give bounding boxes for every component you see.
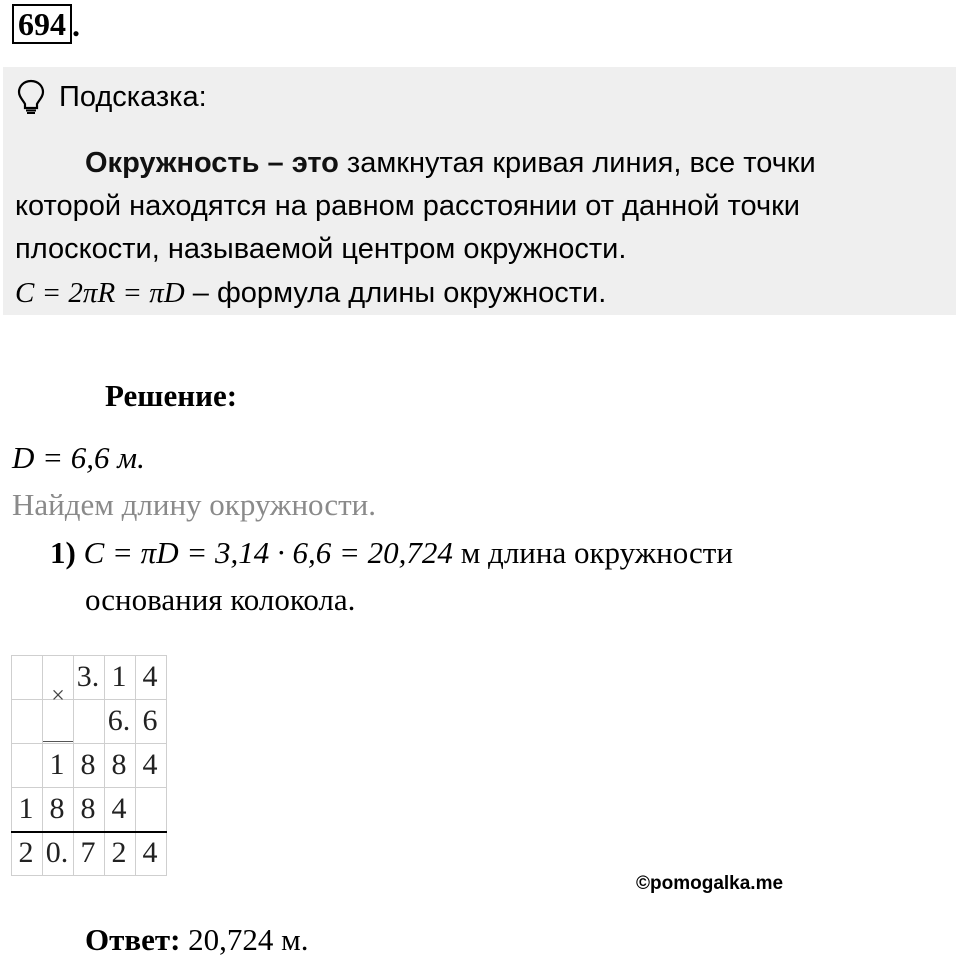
digit: 8	[49, 792, 65, 825]
digit: 4	[142, 836, 158, 869]
definition-term: Окружность – это	[85, 147, 339, 179]
grid-line	[11, 875, 167, 876]
grid-line	[11, 699, 167, 700]
grid-line	[11, 743, 167, 744]
digit: 4	[111, 792, 127, 825]
digit: 2	[111, 836, 127, 869]
hint-line-2: которой находятся на равном расстоянии от данной точки	[15, 190, 801, 222]
task-number	[12, 6, 80, 44]
digit: 8	[111, 748, 127, 781]
hint-formula-line	[15, 277, 606, 310]
given-line	[12, 440, 145, 476]
grid-line	[11, 787, 167, 788]
lightbulb-icon	[17, 79, 45, 115]
task-number-box: 694	[12, 4, 72, 44]
digit: 6	[142, 704, 158, 737]
circumference-formula: C = 2πR = πD	[15, 277, 185, 309]
answer-label: Ответ:	[85, 922, 181, 957]
hint-title	[17, 79, 207, 115]
watermark: ©pomogalka.me	[636, 873, 784, 894]
grid-line	[11, 655, 167, 656]
multiplication-grid	[11, 655, 167, 876]
digit: 1	[18, 792, 34, 825]
grid-line	[166, 655, 167, 876]
digit: 0.	[45, 836, 69, 869]
digit: 4	[142, 748, 158, 781]
multiply-sign: ×	[51, 683, 65, 709]
hint-box	[3, 67, 956, 315]
digit: 7	[80, 836, 96, 869]
digit: 4	[142, 660, 158, 693]
hint-line-3: плоскости, называемой центром окружности.	[15, 233, 627, 265]
hint-title-text: Подсказка:	[59, 80, 207, 113]
hint-line-1-rest: замкнутая кривая линия, все точки	[338, 147, 816, 179]
answer-line	[85, 922, 309, 958]
step-1-line-2: основания колокола.	[85, 582, 356, 617]
digit: 2	[18, 836, 34, 869]
step-formula: C = πD = 3,14 · 6,6 = 20,724	[83, 535, 453, 570]
digit: 1	[111, 660, 127, 693]
given-value: D = 6,6 м.	[12, 440, 145, 475]
digit: 6.	[107, 704, 131, 737]
digit: 8	[80, 748, 96, 781]
answer-value: 20,724 м.	[180, 922, 309, 957]
hint-line-1	[85, 147, 816, 180]
digit: 8	[80, 792, 96, 825]
step-number: 1)	[50, 535, 76, 570]
task-number-dot: .	[72, 7, 80, 43]
step-1-line	[50, 535, 733, 571]
hint-formula-rest: – формула длины окружности.	[184, 277, 607, 309]
step-text-1: м длина окружности	[452, 535, 733, 570]
digit: 3.	[76, 660, 100, 693]
multiply-underline	[43, 741, 73, 742]
find-line: Найдем длину окружности.	[12, 487, 376, 522]
sum-line	[11, 831, 167, 833]
solution-title: Решение:	[105, 378, 238, 413]
digit: 1	[49, 748, 65, 781]
